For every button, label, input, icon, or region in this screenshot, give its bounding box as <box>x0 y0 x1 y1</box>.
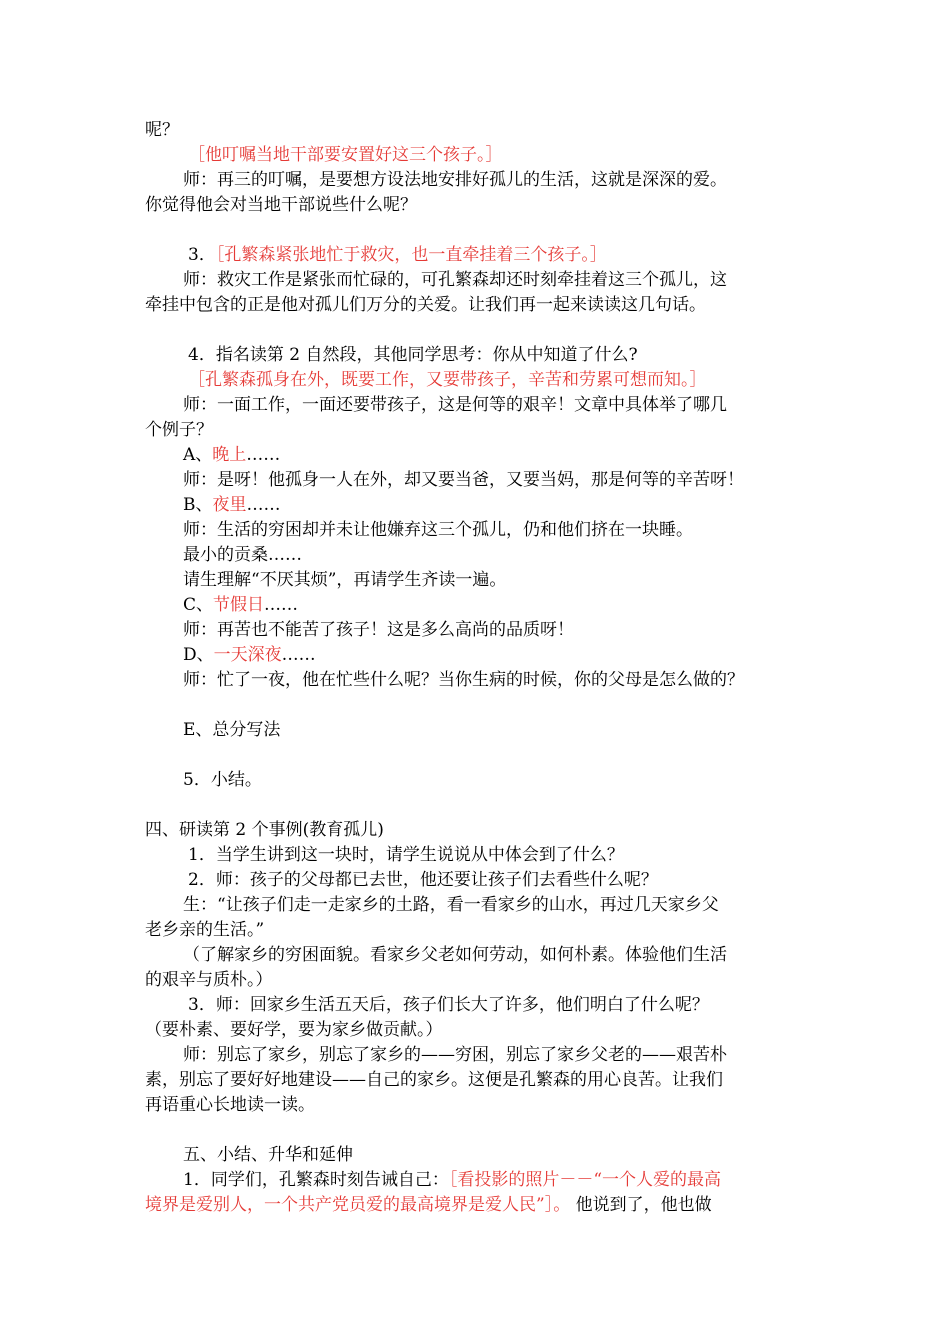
text-line: 师：再苦也不能苦了孩子！这是多么高尚的品质呀！ <box>183 620 574 640</box>
text-line: 最小的贡桑…… <box>183 545 302 565</box>
quote-line: ［孔繁森孤身在外，既要工作，又要带孩子，辛苦和劳累可想而知。］ <box>188 370 707 390</box>
text-line: 素，别忘了要好好地建设——自己的家乡。这便是孔繁森的用心良苦。让我们 <box>145 1070 723 1090</box>
text-line: 呢？ <box>145 120 179 140</box>
text-line: 3．师：回家乡生活五天后，孩子们长大了许多，他们明白了什么呢？ <box>188 995 709 1015</box>
example-line: C、节假日…… <box>183 595 299 615</box>
text-line: （要朴素、要好学，要为家乡做贡献。） <box>145 1020 443 1040</box>
item-number: 3． <box>188 245 216 265</box>
text-line: 你觉得他会对当地干部说些什么呢？ <box>145 195 417 215</box>
text-line: 请生理解“不厌其烦”，再请学生齐读一遍。 <box>183 570 507 590</box>
example-label: 一天深夜 <box>213 645 282 665</box>
text-line: 师：别忘了家乡，别忘了家乡的——穷困，别忘了家乡父老的——艰苦朴 <box>183 1045 727 1065</box>
example-label: 夜里 <box>212 495 247 515</box>
text-line: 1．当学生讲到这一块时，请学生说说从中体会到了什么？ <box>188 845 624 865</box>
section-heading: 四、研读第 2 个事例(教育孤儿) <box>145 820 384 840</box>
text-line: （了解家乡的穷困面貌。看家乡父老如何劳动，如何朴素。体验他们生活 <box>183 945 727 965</box>
quote-text: ［看投影的照片－－“一个人爱的最高 <box>448 1170 722 1190</box>
text-line: 师：忙了一夜，他在忙些什么呢？当你生病的时候，你的父母是怎么做的？ <box>183 670 744 690</box>
text-line <box>145 243 810 268</box>
example-label: 晚上 <box>212 445 247 465</box>
text-line: 4．指名读第 2 自然段，其他同学思考：你从中知道了什么? <box>188 345 638 365</box>
section-heading: 五、小结、升华和延伸 <box>183 1145 353 1165</box>
text-line: 1．同学们，孔繁森时刻告诫自己：［看投影的照片－－“一个人爱的最高 <box>183 1170 722 1190</box>
document-page <box>145 118 810 1218</box>
text-line: 境界是爱别人，一个共产党员爱的最高境界是爱人民”］。 他说到了，他也做 <box>145 1195 712 1215</box>
example-label: 节假日 <box>213 595 265 615</box>
text-line: 个例子？ <box>145 420 213 440</box>
text-line: 师：救灾工作是紧张而忙碌的，可孔繁森却还时刻牵挂着这三个孤儿，这 <box>183 270 727 290</box>
text-line: 师：一面工作，一面还要带孩子，这是何等的艰辛！文章中具体举了哪几 <box>183 395 727 415</box>
text-line: 的艰辛与质朴。） <box>145 970 273 990</box>
text-line: 老乡亲的生活。” <box>145 920 265 940</box>
text-line: 牵挂中包含的正是他对孤儿们万分的关爱。让我们再一起来读读这几句话。 <box>145 295 706 315</box>
text-line: 5．小结。 <box>183 770 262 790</box>
example-line: A、晚上…… <box>183 445 281 465</box>
quote-text: 境界是爱别人，一个共产党员爱的最高境界是爱人民”］。 <box>145 1195 571 1215</box>
text-line: 生：“让孩子们走一走家乡的土路，看一看家乡的山水，再过几天家乡父 <box>183 895 719 915</box>
example-line: B、夜里…… <box>183 495 281 515</box>
text-line: E、总分写法 <box>183 720 281 740</box>
text-line: 师：再三的叮嘱，是要想方设法地安排好孤儿的生活，这就是深深的爱。 <box>183 170 727 190</box>
example-line: D、一天深夜…… <box>183 645 316 665</box>
quote-text: ［孔繁森紧张地忙于救灾，也一直牵挂着三个孩子。］ <box>215 245 607 265</box>
text-line: 师：生活的穷困却并未让他嫌弃这三个孤儿，仍和他们挤在一块睡。 <box>183 520 693 540</box>
text-line: 2．师：孩子的父母都已去世，他还要让孩子们去看些什么呢？ <box>188 870 658 890</box>
text-line: 师：是呀！他孤身一人在外，却又要当爸，又要当妈，那是何等的辛苦呀！ <box>183 470 744 490</box>
quote-line: ［他叮嘱当地干部要安置好这三个孩子。］ <box>188 145 503 165</box>
text-line: 再语重心长地读一读。 <box>145 1095 315 1115</box>
